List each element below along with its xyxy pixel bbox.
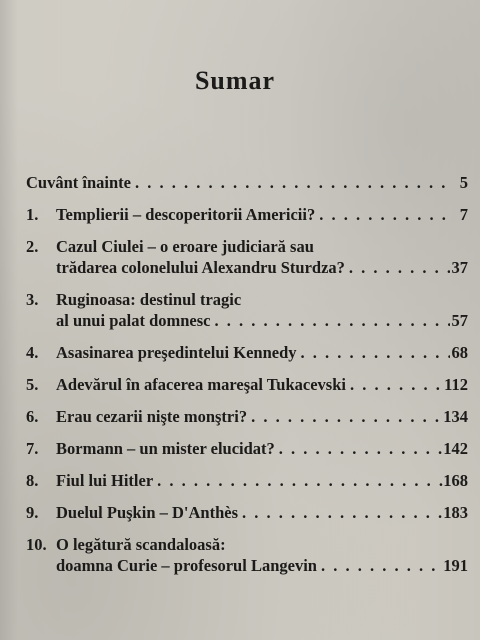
entry-text <box>56 374 468 395</box>
entry-title: Templierii – descoperitorii Americii? <box>56 205 316 224</box>
toc-entry-3 <box>26 289 468 331</box>
entry-title: al unui palat domnesc <box>56 311 211 330</box>
page-number: 142 <box>443 439 468 458</box>
entry-number: 10. <box>26 535 47 554</box>
entry-title: Cuvânt înainte <box>26 173 131 192</box>
entry-number: 9. <box>26 503 39 522</box>
leader-dots <box>211 310 451 331</box>
toc-entry-8 <box>26 470 468 491</box>
leader-dots <box>153 470 443 491</box>
entry-number: 6. <box>26 407 39 426</box>
toc-entry-1 <box>26 204 468 225</box>
toc-entry-7 <box>26 438 468 459</box>
page-number: 191 <box>443 556 468 575</box>
entry-text <box>56 236 468 278</box>
leader-dots <box>346 374 444 395</box>
entry-title: trădarea colonelului Alexandru Sturdza? <box>56 258 345 277</box>
leader-dots <box>317 555 443 576</box>
entry-title: Adevărul în afacerea mareşal Tukacevski <box>56 375 346 394</box>
toc-entry-5 <box>26 374 468 395</box>
toc-entry-9 <box>26 502 468 523</box>
leader-dots <box>275 438 443 459</box>
entry-number: 1. <box>26 205 39 224</box>
entry-title-line: Ruginoasa: destinul tragic <box>56 290 242 309</box>
entry-text <box>56 438 468 459</box>
leader-dots <box>247 406 443 427</box>
leader-dots <box>297 342 451 363</box>
entry-text <box>56 289 468 331</box>
page-number: 134 <box>443 407 468 426</box>
entry-title: Fiul lui Hitler <box>56 471 154 490</box>
entry-number: 2. <box>26 237 39 256</box>
entry-title: Duelul Puşkin – D'Anthès <box>56 503 239 522</box>
toc-entry-6 <box>26 406 468 427</box>
table-of-contents <box>26 172 468 587</box>
page-number: 112 <box>444 375 468 394</box>
leader-dots <box>315 204 450 225</box>
entry-number: 5. <box>26 375 39 394</box>
page-number: 57 <box>451 311 468 330</box>
entry-text <box>56 342 468 363</box>
entry-text <box>56 502 468 523</box>
leader-dots <box>131 172 450 193</box>
toc-entry-foreword <box>26 172 468 193</box>
page-number: 7 <box>459 205 468 224</box>
entry-text <box>26 172 468 193</box>
entry-title: Bormann – un mister elucidat? <box>56 439 275 458</box>
page-title: Sumar <box>194 66 276 95</box>
entry-title-line: O legătură scandaloasă: <box>56 535 226 554</box>
page-number: 183 <box>443 503 468 522</box>
entry-number: 8. <box>26 471 39 490</box>
entry-text <box>56 406 468 427</box>
page-number: 37 <box>451 258 468 277</box>
entry-number: 3. <box>26 290 39 309</box>
entry-title: Erau cezarii nişte monştri? <box>56 407 248 426</box>
entry-text <box>56 470 468 491</box>
entry-number: 7. <box>26 439 39 458</box>
entry-title: doamna Curie – profesorul Langevin <box>56 556 317 575</box>
entry-title: Asasinarea preşedintelui Kennedy <box>56 343 297 362</box>
toc-entry-4 <box>26 342 468 363</box>
toc-entry-10 <box>26 534 468 576</box>
page-number: 168 <box>443 471 468 490</box>
leader-dots <box>238 502 443 523</box>
toc-entry-2 <box>26 236 468 278</box>
page-number: 5 <box>459 173 468 192</box>
leader-dots <box>345 257 450 278</box>
page-number: 68 <box>451 343 468 362</box>
entry-title-line: Cazul Ciulei – o eroare judiciară sau <box>56 237 314 256</box>
entry-number: 4. <box>26 343 39 362</box>
entry-text <box>56 204 468 225</box>
entry-text <box>56 534 468 576</box>
